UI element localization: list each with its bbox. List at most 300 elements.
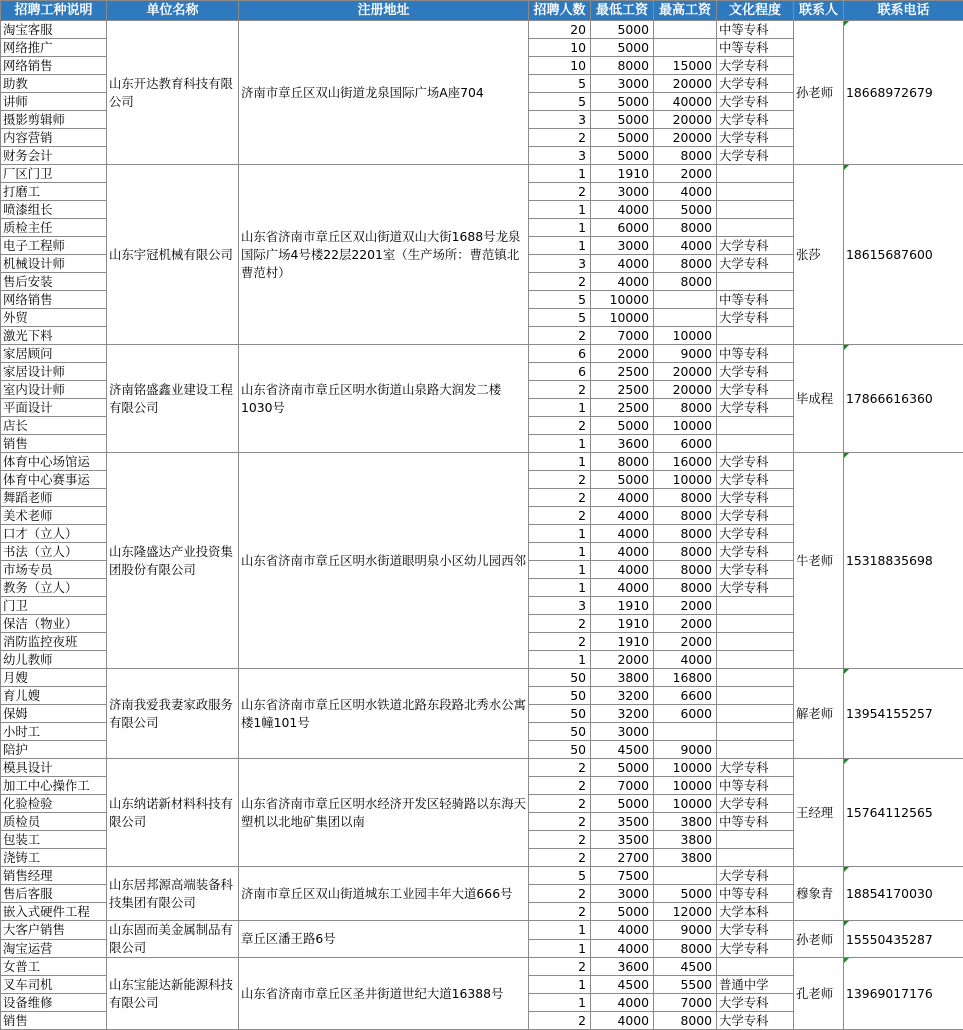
headcount-cell: 10 [529, 57, 591, 75]
min-salary-cell: 3200 [591, 705, 654, 723]
header-address: 注册地址 [239, 1, 529, 21]
min-salary-cell: 4000 [591, 525, 654, 543]
job-title-cell: 美术老师 [1, 507, 107, 525]
max-salary-cell: 40000 [654, 93, 717, 111]
max-salary-cell: 8000 [654, 525, 717, 543]
job-title-cell: 质检主任 [1, 219, 107, 237]
headcount-cell: 5 [529, 867, 591, 885]
education-cell: 大学专科 [717, 147, 794, 165]
table-row [1, 345, 963, 363]
max-salary-cell: 4000 [654, 237, 717, 255]
job-title-cell: 外贸 [1, 309, 107, 327]
phone-number: 15550435287 [846, 932, 933, 947]
job-title-cell: 浇铸工 [1, 849, 107, 867]
company-name-cell: 山东开达教育科技有限公司 [107, 21, 239, 165]
education-cell: 大学专科 [717, 759, 794, 777]
education-cell: 大学专科 [717, 561, 794, 579]
job-title-cell: 月嫂 [1, 669, 107, 687]
job-title-cell: 陪护 [1, 741, 107, 759]
education-cell: 大学专科 [717, 309, 794, 327]
education-cell: 普通中学 [717, 976, 794, 994]
education-cell: 大学专科 [717, 1012, 794, 1030]
min-salary-cell: 2700 [591, 849, 654, 867]
table-row [1, 921, 963, 940]
table-row [1, 165, 963, 183]
education-cell [717, 597, 794, 615]
max-salary-cell: 9000 [654, 741, 717, 759]
company-name-cell: 山东纳诺新材料科技有限公司 [107, 759, 239, 867]
header-min-salary: 最低工资 [591, 1, 654, 21]
job-title-cell: 激光下料 [1, 327, 107, 345]
phone-cell [844, 669, 963, 759]
education-cell [717, 687, 794, 705]
min-salary-cell: 4000 [591, 921, 654, 940]
job-title-cell: 包装工 [1, 831, 107, 849]
min-salary-cell: 2000 [591, 345, 654, 363]
min-salary-cell: 3500 [591, 831, 654, 849]
headcount-cell: 1 [529, 651, 591, 669]
cell-marker-icon [844, 669, 849, 674]
job-title-cell: 内容营销 [1, 129, 107, 147]
job-title-cell: 化验检验 [1, 795, 107, 813]
job-title-cell: 店长 [1, 417, 107, 435]
cell-marker-icon [844, 921, 849, 926]
headcount-cell: 5 [529, 75, 591, 93]
min-salary-cell: 5000 [591, 759, 654, 777]
max-salary-cell: 8000 [654, 147, 717, 165]
max-salary-cell: 10000 [654, 795, 717, 813]
job-title-cell: 平面设计 [1, 399, 107, 417]
company-name-cell: 山东隆盛达产业投资集团股份有限公司 [107, 453, 239, 669]
table-row [1, 21, 963, 39]
min-salary-cell: 3200 [591, 687, 654, 705]
max-salary-cell: 15000 [654, 57, 717, 75]
company-name-cell: 山东居邦源高端装备科技集团有限公司 [107, 867, 239, 921]
headcount-cell: 2 [529, 327, 591, 345]
headcount-cell: 5 [529, 291, 591, 309]
headcount-cell: 1 [529, 525, 591, 543]
table-row [1, 759, 963, 777]
header-contact: 联系人 [794, 1, 844, 21]
headcount-cell: 10 [529, 39, 591, 57]
education-cell: 大学专科 [717, 507, 794, 525]
min-salary-cell: 5000 [591, 147, 654, 165]
education-cell [717, 165, 794, 183]
max-salary-cell [654, 867, 717, 885]
education-cell [717, 669, 794, 687]
min-salary-cell: 4000 [591, 255, 654, 273]
min-salary-cell: 8000 [591, 453, 654, 471]
min-salary-cell: 8000 [591, 57, 654, 75]
education-cell [717, 831, 794, 849]
education-cell: 大学专科 [717, 75, 794, 93]
education-cell: 中等专科 [717, 345, 794, 363]
job-title-cell: 小时工 [1, 723, 107, 741]
job-title-cell: 嵌入式硬件工程 [1, 903, 107, 921]
address-cell: 济南市章丘区双山街道城东工业园丰年大道666号 [239, 867, 529, 921]
job-title-cell: 售后安装 [1, 273, 107, 291]
education-cell: 大学专科 [717, 453, 794, 471]
headcount-cell: 3 [529, 255, 591, 273]
job-title-cell: 销售 [1, 435, 107, 453]
min-salary-cell: 3500 [591, 813, 654, 831]
headcount-cell: 50 [529, 723, 591, 741]
phone-number: 17866616360 [846, 391, 933, 406]
header-job: 招聘工种说明 [1, 1, 107, 21]
address-cell: 章丘区潘王路6号 [239, 921, 529, 958]
job-title-cell: 室内设计师 [1, 381, 107, 399]
education-cell: 中等专科 [717, 885, 794, 903]
education-cell: 大学本科 [717, 903, 794, 921]
min-salary-cell: 2500 [591, 363, 654, 381]
job-title-cell: 家居设计师 [1, 363, 107, 381]
max-salary-cell [654, 39, 717, 57]
max-salary-cell: 10000 [654, 759, 717, 777]
max-salary-cell: 5000 [654, 885, 717, 903]
job-title-cell: 摄影剪辑师 [1, 111, 107, 129]
job-title-cell: 舞蹈老师 [1, 489, 107, 507]
min-salary-cell: 4500 [591, 741, 654, 759]
company-name-cell: 山东宝能达新能源科技有限公司 [107, 958, 239, 1030]
headcount-cell: 50 [529, 669, 591, 687]
phone-number: 13969017176 [846, 986, 933, 1001]
contact-person-cell: 穆象青 [794, 867, 844, 921]
max-salary-cell: 10000 [654, 777, 717, 795]
headcount-cell: 1 [529, 579, 591, 597]
education-cell: 大学专科 [717, 363, 794, 381]
job-title-cell: 女普工 [1, 958, 107, 976]
min-salary-cell: 1910 [591, 615, 654, 633]
min-salary-cell: 5000 [591, 93, 654, 111]
education-cell: 大学专科 [717, 795, 794, 813]
education-cell: 大学专科 [717, 381, 794, 399]
education-cell: 大学专科 [717, 867, 794, 885]
headcount-cell: 50 [529, 741, 591, 759]
max-salary-cell: 9000 [654, 345, 717, 363]
education-cell: 大学专科 [717, 471, 794, 489]
min-salary-cell: 4000 [591, 579, 654, 597]
min-salary-cell: 4000 [591, 543, 654, 561]
min-salary-cell: 7000 [591, 777, 654, 795]
min-salary-cell: 3600 [591, 435, 654, 453]
header-company: 单位名称 [107, 1, 239, 21]
job-title-cell: 育儿嫂 [1, 687, 107, 705]
headcount-cell: 2 [529, 831, 591, 849]
job-title-cell: 教务（立人） [1, 579, 107, 597]
education-cell [717, 435, 794, 453]
education-cell: 大学专科 [717, 93, 794, 111]
header-education: 文化程度 [717, 1, 794, 21]
phone-cell [844, 345, 963, 453]
headcount-cell: 2 [529, 381, 591, 399]
address-cell: 山东省济南市章丘区明水街道眼明泉小区幼儿园西邻 [239, 453, 529, 669]
cell-marker-icon [844, 867, 849, 872]
cell-marker-icon [844, 759, 849, 764]
education-cell: 大学专科 [717, 939, 794, 958]
phone-cell [844, 921, 963, 958]
max-salary-cell: 20000 [654, 363, 717, 381]
phone-cell [844, 759, 963, 867]
max-salary-cell: 5500 [654, 976, 717, 994]
education-cell [717, 723, 794, 741]
education-cell: 大学专科 [717, 525, 794, 543]
headcount-cell: 3 [529, 597, 591, 615]
max-salary-cell: 8000 [654, 489, 717, 507]
max-salary-cell: 3800 [654, 849, 717, 867]
education-cell: 大学专科 [717, 255, 794, 273]
max-salary-cell: 4000 [654, 651, 717, 669]
job-title-cell: 幼儿教师 [1, 651, 107, 669]
headcount-cell: 6 [529, 345, 591, 363]
max-salary-cell: 2000 [654, 615, 717, 633]
job-title-cell: 家居顾问 [1, 345, 107, 363]
job-title-cell: 体育中心赛事运 [1, 471, 107, 489]
job-title-cell: 体育中心场馆运 [1, 453, 107, 471]
min-salary-cell: 5000 [591, 21, 654, 39]
job-title-cell: 售后客服 [1, 885, 107, 903]
max-salary-cell: 8000 [654, 579, 717, 597]
cell-marker-icon [844, 21, 849, 26]
headcount-cell: 1 [529, 201, 591, 219]
table-row [1, 453, 963, 471]
headcount-cell: 2 [529, 633, 591, 651]
education-cell: 大学专科 [717, 489, 794, 507]
education-cell: 中等专科 [717, 39, 794, 57]
min-salary-cell: 3600 [591, 958, 654, 976]
max-salary-cell: 8000 [654, 399, 717, 417]
job-title-cell: 助教 [1, 75, 107, 93]
job-title-cell: 市场专员 [1, 561, 107, 579]
min-salary-cell: 5000 [591, 471, 654, 489]
max-salary-cell: 8000 [654, 219, 717, 237]
education-cell [717, 615, 794, 633]
education-cell: 大学专科 [717, 237, 794, 255]
headcount-cell: 1 [529, 994, 591, 1012]
headcount-cell: 2 [529, 273, 591, 291]
max-salary-cell: 8000 [654, 255, 717, 273]
max-salary-cell: 4000 [654, 183, 717, 201]
headcount-cell: 2 [529, 129, 591, 147]
job-title-cell: 打磨工 [1, 183, 107, 201]
address-cell: 济南市章丘区双山街道龙泉国际广场A座704 [239, 21, 529, 165]
headcount-cell: 2 [529, 903, 591, 921]
education-cell: 大学专科 [717, 543, 794, 561]
max-salary-cell: 16800 [654, 669, 717, 687]
phone-cell [844, 958, 963, 1030]
phone-number: 15318835698 [846, 553, 933, 568]
headcount-cell: 50 [529, 705, 591, 723]
headcount-cell: 3 [529, 147, 591, 165]
headcount-cell: 2 [529, 507, 591, 525]
job-title-cell: 淘宝运营 [1, 939, 107, 958]
headcount-cell: 1 [529, 219, 591, 237]
max-salary-cell: 16000 [654, 453, 717, 471]
job-title-cell: 保姆 [1, 705, 107, 723]
header-phone: 联系电话 [844, 1, 963, 21]
job-title-cell: 网络销售 [1, 291, 107, 309]
max-salary-cell: 8000 [654, 1012, 717, 1030]
job-title-cell: 讲师 [1, 93, 107, 111]
education-cell: 大学专科 [717, 129, 794, 147]
table-body [1, 21, 963, 1030]
max-salary-cell: 10000 [654, 417, 717, 435]
min-salary-cell: 1910 [591, 633, 654, 651]
headcount-cell: 1 [529, 165, 591, 183]
contact-person-cell: 牛老师 [794, 453, 844, 669]
min-salary-cell: 7500 [591, 867, 654, 885]
contact-person-cell: 孙老师 [794, 21, 844, 165]
contact-person-cell: 孙老师 [794, 921, 844, 958]
job-title-cell: 口才（立人） [1, 525, 107, 543]
job-title-cell: 叉车司机 [1, 976, 107, 994]
max-salary-cell: 12000 [654, 903, 717, 921]
phone-number: 18668972679 [846, 85, 933, 100]
min-salary-cell: 5000 [591, 903, 654, 921]
company-name-cell: 济南铭盛鑫业建设工程有限公司 [107, 345, 239, 453]
job-title-cell: 销售 [1, 1012, 107, 1030]
min-salary-cell: 3000 [591, 237, 654, 255]
company-name-cell: 山东宇冠机械有限公司 [107, 165, 239, 345]
address-cell: 山东省济南市章丘区明水街道山泉路大润发二楼1030号 [239, 345, 529, 453]
header-count: 招聘人数 [529, 1, 591, 21]
headcount-cell: 1 [529, 435, 591, 453]
min-salary-cell: 4000 [591, 561, 654, 579]
min-salary-cell: 5000 [591, 129, 654, 147]
education-cell [717, 633, 794, 651]
headcount-cell: 2 [529, 417, 591, 435]
headcount-cell: 3 [529, 111, 591, 129]
job-title-cell: 设备维修 [1, 994, 107, 1012]
max-salary-cell: 20000 [654, 381, 717, 399]
max-salary-cell: 6000 [654, 705, 717, 723]
education-cell: 大学专科 [717, 399, 794, 417]
phone-number: 18615687600 [846, 247, 933, 262]
education-cell: 中等专科 [717, 291, 794, 309]
max-salary-cell: 20000 [654, 111, 717, 129]
min-salary-cell: 3000 [591, 183, 654, 201]
min-salary-cell: 5000 [591, 39, 654, 57]
min-salary-cell: 2500 [591, 399, 654, 417]
table-row [1, 958, 963, 976]
headcount-cell: 20 [529, 21, 591, 39]
address-cell: 山东省济南市章丘区双山街道双山大街1688号龙泉国际广场4号楼22层2201室（生产场所：曹范镇北曹范村） [239, 165, 529, 345]
phone-number: 13954155257 [846, 706, 933, 721]
phone-cell [844, 867, 963, 921]
education-cell: 中等专科 [717, 21, 794, 39]
headcount-cell: 2 [529, 777, 591, 795]
phone-cell [844, 165, 963, 345]
education-cell [717, 201, 794, 219]
headcount-cell: 1 [529, 453, 591, 471]
contact-person-cell: 孔老师 [794, 958, 844, 1030]
phone-number: 18854170030 [846, 886, 933, 901]
headcount-cell: 1 [529, 921, 591, 940]
headcount-cell: 50 [529, 687, 591, 705]
min-salary-cell: 3800 [591, 669, 654, 687]
job-title-cell: 消防监控夜班 [1, 633, 107, 651]
company-name-cell: 济南我爱我妻家政服务有限公司 [107, 669, 239, 759]
max-salary-cell [654, 723, 717, 741]
education-cell [717, 651, 794, 669]
table-row [1, 867, 963, 885]
address-cell: 山东省济南市章丘区明水铁道北路东段路北秀水公寓楼1幢101号 [239, 669, 529, 759]
education-cell [717, 219, 794, 237]
min-salary-cell: 10000 [591, 291, 654, 309]
contact-person-cell: 张莎 [794, 165, 844, 345]
job-title-cell: 书法（立人） [1, 543, 107, 561]
headcount-cell: 2 [529, 615, 591, 633]
job-title-cell: 销售经理 [1, 867, 107, 885]
min-salary-cell: 4000 [591, 273, 654, 291]
min-salary-cell: 6000 [591, 219, 654, 237]
education-cell: 大学专科 [717, 921, 794, 940]
headcount-cell: 5 [529, 93, 591, 111]
education-cell: 大学专科 [717, 579, 794, 597]
education-cell: 中等专科 [717, 813, 794, 831]
max-salary-cell: 3800 [654, 813, 717, 831]
min-salary-cell: 5000 [591, 795, 654, 813]
max-salary-cell: 5000 [654, 201, 717, 219]
table-row [1, 669, 963, 687]
education-cell [717, 327, 794, 345]
education-cell: 大学专科 [717, 57, 794, 75]
max-salary-cell [654, 309, 717, 327]
headcount-cell: 1 [529, 399, 591, 417]
min-salary-cell: 3000 [591, 723, 654, 741]
job-title-cell: 保洁（物业） [1, 615, 107, 633]
headcount-cell: 2 [529, 849, 591, 867]
contact-person-cell: 解老师 [794, 669, 844, 759]
education-cell [717, 183, 794, 201]
headcount-cell: 1 [529, 561, 591, 579]
education-cell [717, 273, 794, 291]
headcount-cell: 2 [529, 813, 591, 831]
phone-number: 15764112565 [846, 805, 933, 820]
min-salary-cell: 3000 [591, 75, 654, 93]
max-salary-cell: 20000 [654, 129, 717, 147]
headcount-cell: 1 [529, 543, 591, 561]
job-title-cell: 喷漆组长 [1, 201, 107, 219]
min-salary-cell: 4000 [591, 507, 654, 525]
min-salary-cell: 1910 [591, 165, 654, 183]
headcount-cell: 2 [529, 759, 591, 777]
job-title-cell: 质检员 [1, 813, 107, 831]
education-cell [717, 417, 794, 435]
min-salary-cell: 4000 [591, 489, 654, 507]
address-cell: 山东省济南市章丘区明水经济开发区轻骑路以东海天塑机以北地矿集团以南 [239, 759, 529, 867]
min-salary-cell: 3000 [591, 885, 654, 903]
headcount-cell: 2 [529, 183, 591, 201]
max-salary-cell: 8000 [654, 273, 717, 291]
max-salary-cell: 6000 [654, 435, 717, 453]
contact-person-cell: 毕成程 [794, 345, 844, 453]
job-title-cell: 大客户销售 [1, 921, 107, 940]
job-title-cell: 网络推广 [1, 39, 107, 57]
job-title-cell: 加工中心操作工 [1, 777, 107, 795]
min-salary-cell: 2000 [591, 651, 654, 669]
education-cell [717, 705, 794, 723]
headcount-cell: 2 [529, 471, 591, 489]
headcount-cell: 5 [529, 309, 591, 327]
min-salary-cell: 10000 [591, 309, 654, 327]
min-salary-cell: 4000 [591, 994, 654, 1012]
cell-marker-icon [844, 453, 849, 458]
max-salary-cell: 2000 [654, 165, 717, 183]
job-title-cell: 门卫 [1, 597, 107, 615]
header-max-salary: 最高工资 [654, 1, 717, 21]
address-cell: 山东省济南市章丘区圣井街道世纪大道16388号 [239, 958, 529, 1030]
company-name-cell: 山东固而美金属制品有限公司 [107, 921, 239, 958]
